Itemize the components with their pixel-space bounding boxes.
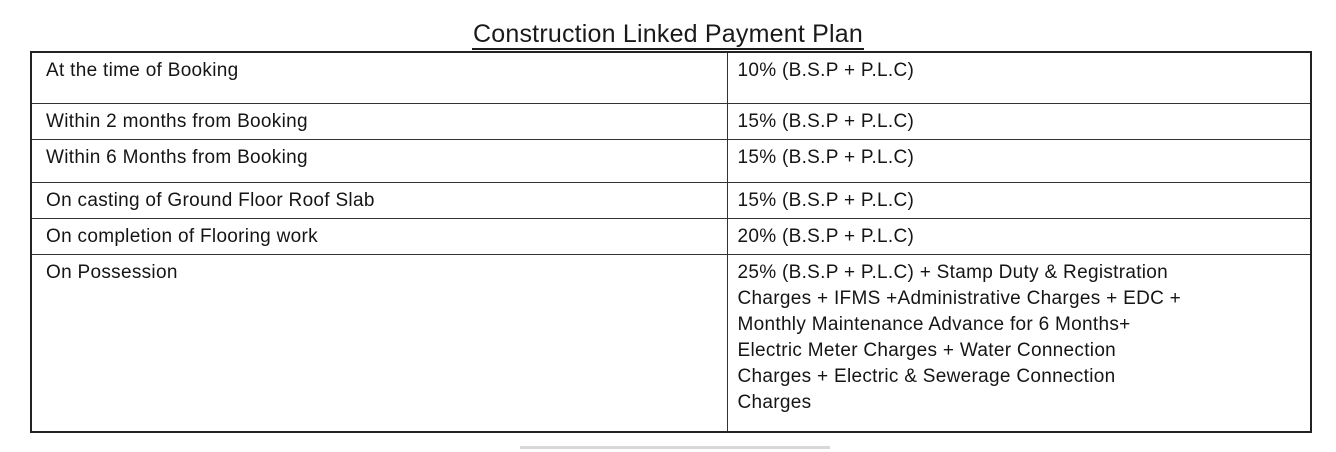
amount-cell: 15% (B.S.P + P.L.C) [727,103,1311,139]
stage-cell: On completion of Flooring work [31,218,727,254]
stage-cell: On Possession [31,254,727,432]
amount-cell: 10% (B.S.P + P.L.C) [727,52,1311,103]
table-row [31,218,1311,254]
amount-line: Charges + Electric & Sewerage Connection [737,365,1116,387]
page-title [0,17,1336,51]
table-row [31,254,1311,432]
amount-line: Monthly Maintenance Advance for 6 Months+ [737,313,1131,335]
stage-cell: Within 2 months from Booking [31,103,727,139]
page-title-text: Construction Linked Payment Plan [473,20,863,48]
stage-cell: At the time of Booking [31,52,727,103]
table-row [31,103,1311,139]
table-row [31,182,1311,218]
amount-line: Electric Meter Charges + Water Connection [737,339,1117,361]
amount-line: Charges + IFMS +Administrative Charges + EDC + [737,287,1182,309]
amount-line: Charges [737,391,812,413]
payment-plan-table [30,51,1312,433]
amount-cell [727,254,1311,432]
amount-cell: 15% (B.S.P + P.L.C) [727,139,1311,182]
table-row [31,52,1311,103]
stage-cell: On casting of Ground Floor Roof Slab [31,182,727,218]
scan-smudge [520,446,830,449]
table-row [31,139,1311,182]
amount-cell: 20% (B.S.P + P.L.C) [727,218,1311,254]
stage-cell: Within 6 Months from Booking [31,139,727,182]
amount-cell: 15% (B.S.P + P.L.C) [727,182,1311,218]
amount-line: 25% (B.S.P + P.L.C) + Stamp Duty & Registration [737,261,1169,283]
